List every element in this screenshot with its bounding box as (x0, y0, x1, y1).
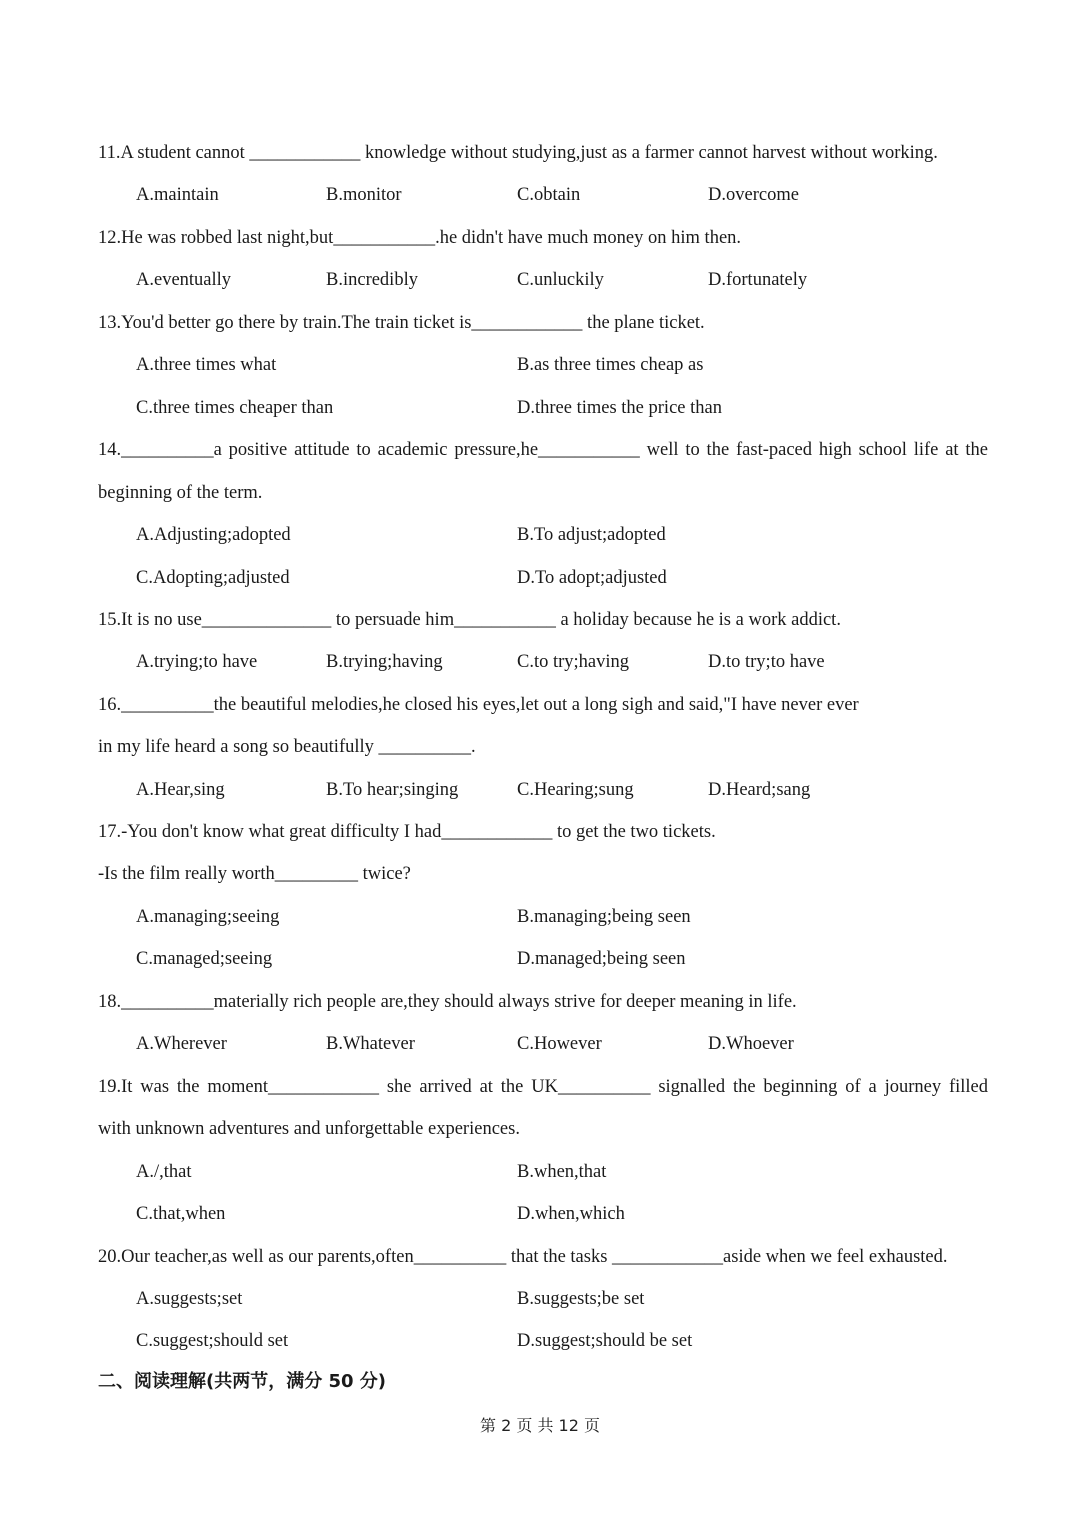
q15-option-c: C.to try;having (517, 652, 630, 672)
q14-option-c: C.Adopting;adjusted (136, 568, 290, 588)
q15-option-d: D.to try;to have (708, 652, 825, 672)
q20-option-c: C.suggest;should set (136, 1331, 289, 1351)
q17-option-a: A.managing;seeing (136, 907, 280, 927)
question-17-stem: 17.-You don't know what great difficulty I had____________ to get the two tickets. (98, 822, 716, 842)
q19-option-a: A./,that (136, 1162, 192, 1182)
q14-option-d: D.To adopt;adjusted (517, 568, 667, 588)
q18-option-c: C.However (517, 1034, 602, 1054)
question-14-stem: 14.__________a positive attitude to academic pressure,he___________ well to the fast-paced high school life at the (98, 440, 988, 460)
section-heading: 二、阅读理解(共两节，满分 50 分) (98, 1371, 387, 1392)
page-footer: 第 2 页 共 12 页 (480, 1416, 600, 1435)
q20-option-d: D.suggest;should be set (517, 1331, 693, 1351)
q12-option-b: B.incredibly (326, 270, 418, 290)
q17-option-b: B.managing;being seen (517, 907, 691, 927)
q14-option-a: A.Adjusting;adopted (136, 525, 291, 545)
question-19-stem-cont: with unknown adventures and unforgettable experiences. (98, 1119, 520, 1139)
q17-option-c: C.managed;seeing (136, 949, 273, 969)
q18-option-b: B.Whatever (326, 1034, 415, 1054)
question-14-stem-cont: beginning of the term. (98, 483, 263, 503)
q18-option-d: D.Whoever (708, 1034, 794, 1054)
question-20-stem: 20.Our teacher,as well as our parents,often__________ that the tasks ____________aside when we feel exhausted. (98, 1247, 948, 1267)
q11-option-a: A.maintain (136, 185, 219, 205)
q11-option-b: B.monitor (326, 185, 402, 205)
q13-option-b: B.as three times cheap as (517, 355, 704, 375)
q11-option-d: D.overcome (708, 185, 799, 205)
q13-option-c: C.three times cheaper than (136, 398, 334, 418)
q18-option-a: A.Wherever (136, 1034, 227, 1054)
question-19-stem: 19.It was the moment____________ she arrived at the UK__________ signalled the beginning of a journey filled (98, 1077, 988, 1097)
q14-option-b: B.To adjust;adopted (517, 525, 666, 545)
question-11-stem: 11.A student cannot ____________ knowledge without studying,just as a farmer cannot harvest without working. (98, 143, 938, 163)
q16-option-c: C.Hearing;sung (517, 780, 634, 800)
question-13-stem: 13.You'd better go there by train.The train ticket is____________ the plane ticket. (98, 313, 705, 333)
q19-option-b: B.when,that (517, 1162, 607, 1182)
q19-option-c: C.that,when (136, 1204, 226, 1224)
q16-option-d: D.Heard;sang (708, 780, 811, 800)
question-12-stem: 12.He was robbed last night,but___________.he didn't have much money on him then. (98, 228, 742, 248)
q16-option-a: A.Hear,sing (136, 780, 225, 800)
q20-option-b: B.suggests;be set (517, 1289, 645, 1309)
question-16-stem-cont: in my life heard a song so beautifully __________. (98, 737, 476, 757)
q13-option-a: A.three times what (136, 355, 277, 375)
q20-option-a: A.suggests;set (136, 1289, 243, 1309)
q19-option-d: D.when,which (517, 1204, 625, 1224)
q12-option-d: D.fortunately (708, 270, 808, 290)
q15-option-b: B.trying;having (326, 652, 443, 672)
q15-option-a: A.trying;to have (136, 652, 258, 672)
q11-option-c: C.obtain (517, 185, 581, 205)
q16-option-b: B.To hear;singing (326, 780, 459, 800)
q17-option-d: D.managed;being seen (517, 949, 686, 969)
question-15-stem: 15.It is no use______________ to persuade him___________ a holiday because he is a work addict. (98, 610, 841, 630)
question-16-stem: 16.__________the beautiful melodies,he closed his eyes,let out a long sigh and said,"I have never ever (98, 695, 859, 715)
question-18-stem: 18.__________materially rich people are,they should always strive for deeper meaning in life. (98, 992, 797, 1012)
question-17-stem-cont: -Is the film really worth_________ twice? (98, 864, 411, 884)
q12-option-c: C.unluckily (517, 270, 604, 290)
q13-option-d: D.three times the price than (517, 398, 722, 418)
q12-option-a: A.eventually (136, 270, 232, 290)
